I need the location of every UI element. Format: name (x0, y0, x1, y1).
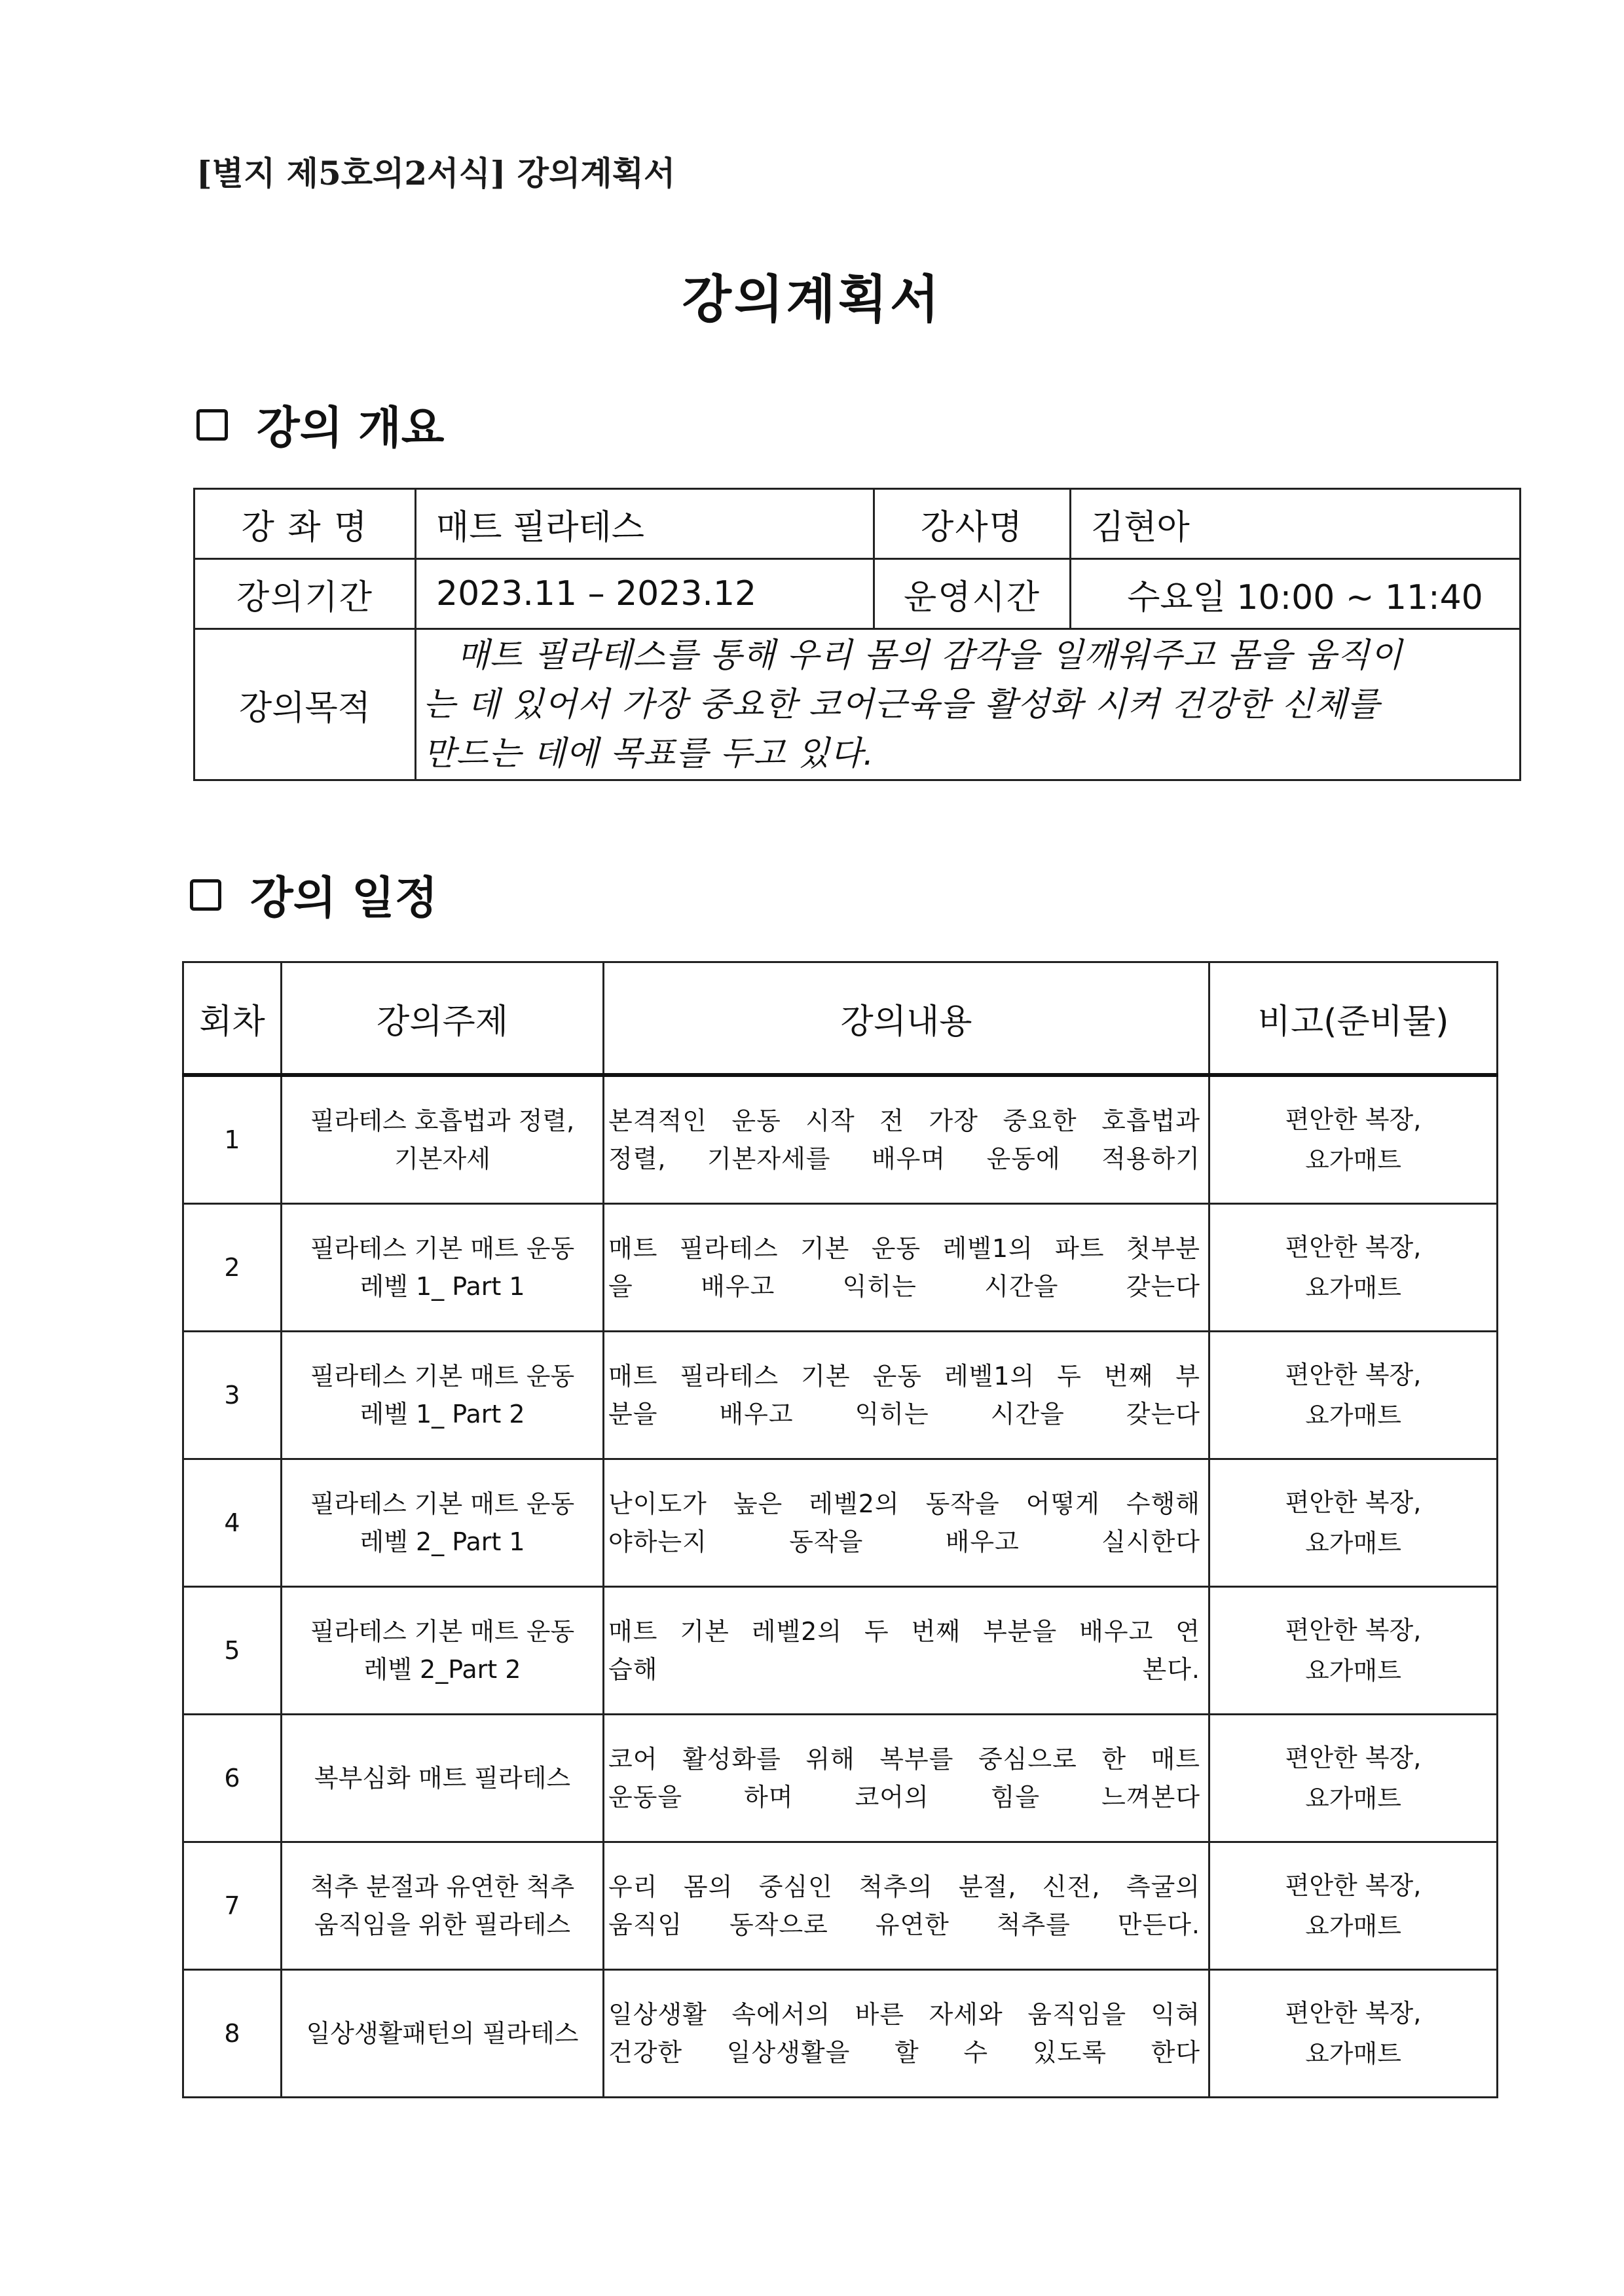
topic-line: 필라테스 기본 매트 운동 (310, 1362, 575, 1391)
form-label: [별지 제5호의2서식] 강의계획서 (196, 154, 676, 192)
note-line: 편안한 복장, (1285, 1360, 1422, 1389)
overview-row-period (194, 559, 1521, 629)
schedule-table (182, 961, 1498, 2098)
note-line: 편안한 복장, (1285, 1105, 1422, 1134)
topic-line: 척추 분절과 유연한 척추 (310, 1872, 575, 1901)
table-row (183, 1715, 1498, 1842)
note-line: 편안한 복장, (1285, 1871, 1422, 1900)
topic-line: 레벨 1_ Part 1 (360, 1272, 525, 1301)
course-name-value: 매트 필라테스 (416, 489, 874, 559)
topic-line: 일상생활패턴의 필라테스 (306, 2019, 579, 2048)
overview-row-purpose (194, 629, 1521, 780)
note-line: 요가매트 (1305, 1146, 1401, 1175)
document-title: 강의계획서 (682, 270, 942, 329)
session-note (1209, 1587, 1498, 1715)
content-line: 매트 필라테스 기본 운동 레벨1의 파트 첫부분 (608, 1234, 1200, 1263)
session-note (1209, 1204, 1498, 1332)
schedule-heading (190, 863, 437, 926)
topic-line: 필라테스 기본 매트 운동 (310, 1234, 575, 1263)
session-content (604, 1204, 1209, 1332)
session-number: 3 (183, 1332, 282, 1459)
course-name-label: 강 좌 명 (194, 489, 416, 559)
topic-line: 필라테스 기본 매트 운동 (310, 1489, 575, 1518)
table-row (183, 1970, 1498, 2098)
topic-line: 필라테스 기본 매트 운동 (310, 1617, 575, 1646)
session-note (1209, 1332, 1498, 1459)
session-content (604, 1332, 1209, 1459)
session-number: 1 (183, 1075, 282, 1204)
session-note (1209, 1075, 1498, 1204)
session-content (604, 1459, 1209, 1587)
table-row (183, 1842, 1498, 1970)
header-topic: 강의주제 (282, 962, 604, 1076)
header-session: 회차 (183, 962, 282, 1076)
instructor-label: 강사명 (874, 489, 1071, 559)
content-line: 우리 몸의 중심인 척추의 분절, 신전, 측굴의 (608, 1872, 1200, 1901)
purpose-text (416, 629, 1521, 780)
topic-line: 레벨 2_ Part 1 (360, 1527, 525, 1556)
content-line: 정렬, 기본자세를 배우며 운동에 적용하기 (608, 1144, 1200, 1173)
overview-row-course (194, 489, 1521, 559)
purpose-line: 는 데 있어서 가장 중요한 코어근육을 활성화 시켜 건강한 신체를 (423, 685, 1380, 724)
session-content (604, 1715, 1209, 1842)
session-number: 5 (183, 1587, 282, 1715)
topic-line: 움직임을 위한 필라테스 (314, 1910, 571, 1939)
session-number: 7 (183, 1842, 282, 1970)
content-line: 분을 배우고 익히는 시간을 갖는다 (608, 1400, 1200, 1429)
content-line: 을 배우고 익히는 시간을 갖는다 (608, 1272, 1200, 1301)
session-content (604, 1842, 1209, 1970)
topic-line: 복부심화 매트 필라테스 (314, 1764, 571, 1793)
table-row (183, 1459, 1498, 1587)
topic-line: 레벨 2_Part 2 (363, 1655, 521, 1684)
topic-line: 필라테스 호흡법과 정렬, (310, 1106, 575, 1135)
schedule-header-row (183, 962, 1498, 1076)
session-topic (282, 1204, 604, 1332)
note-line: 요가매트 (1305, 1912, 1401, 1941)
topic-line: 레벨 1_ Part 2 (360, 1400, 525, 1429)
table-row (183, 1075, 1498, 1204)
purpose-line: 만드는 데에 목표를 두고 있다. (423, 734, 875, 773)
topic-line: 기본자세 (394, 1144, 490, 1173)
note-line: 요가매트 (1305, 1784, 1401, 1813)
content-line: 움직임 동작으로 유연한 척추를 만든다. (608, 1910, 1200, 1939)
table-row (183, 1332, 1498, 1459)
session-topic (282, 1970, 604, 2098)
checkbox-square-icon (190, 879, 221, 911)
note-line: 편안한 복장, (1285, 1233, 1422, 1262)
session-note (1209, 1715, 1498, 1842)
session-topic (282, 1587, 604, 1715)
overview-heading (196, 393, 444, 456)
note-line: 요가매트 (1305, 2039, 1401, 2068)
content-line: 습해 본다. (608, 1655, 1200, 1684)
period-label: 강의기간 (194, 559, 416, 629)
session-topic (282, 1075, 604, 1204)
session-content (604, 1970, 1209, 2098)
note-line: 요가매트 (1305, 1273, 1401, 1302)
content-line: 건강한 일상생활을 할 수 있도록 한다 (608, 2038, 1200, 2067)
note-line: 편안한 복장, (1285, 1999, 1422, 2028)
period-value: 2023.11 – 2023.12 (416, 559, 874, 629)
purpose-line: 매트 필라테스를 통해 우리 몸의 감각을 일깨워주고 몸을 움직이 (423, 636, 1403, 675)
session-number: 8 (183, 1970, 282, 2098)
hours-label: 운영시간 (874, 559, 1071, 629)
session-number: 4 (183, 1459, 282, 1587)
note-line: 요가매트 (1305, 1401, 1401, 1430)
content-line: 일상생활 속에서의 바른 자세와 움직임을 익혀 (608, 2000, 1200, 2029)
session-content (604, 1587, 1209, 1715)
session-number: 6 (183, 1715, 282, 1842)
note-line: 편안한 복장, (1285, 1743, 1422, 1772)
session-note (1209, 1842, 1498, 1970)
session-topic (282, 1332, 604, 1459)
note-line: 요가매트 (1305, 1529, 1401, 1558)
session-number: 2 (183, 1204, 282, 1332)
note-line: 요가매트 (1305, 1656, 1401, 1685)
overview-table (193, 488, 1521, 781)
content-line: 야하는지 동작을 배우고 실시한다 (608, 1527, 1200, 1556)
table-row (183, 1587, 1498, 1715)
session-content (604, 1075, 1209, 1204)
session-note (1209, 1459, 1498, 1587)
content-line: 본격적인 운동 시작 전 가장 중요한 호흡법과 (608, 1106, 1200, 1135)
content-line: 운동을 하며 코어의 힘을 느껴본다 (608, 1783, 1200, 1812)
table-row (183, 1204, 1498, 1332)
purpose-label: 강의목적 (194, 629, 416, 780)
hours-value: 수요일 10:00 ~ 11:40 (1071, 559, 1521, 629)
header-note: 비고(준비물) (1209, 962, 1498, 1076)
note-line: 편안한 복장, (1285, 1488, 1422, 1517)
instructor-value: 김현아 (1071, 489, 1521, 559)
session-topic (282, 1842, 604, 1970)
content-line: 난이도가 높은 레벨2의 동작을 어떻게 수행해 (608, 1489, 1200, 1518)
note-line: 편안한 복장, (1285, 1616, 1422, 1645)
header-content: 강의내용 (604, 962, 1209, 1076)
content-line: 매트 필라테스 기본 운동 레벨1의 두 번째 부 (608, 1362, 1200, 1391)
session-topic (282, 1715, 604, 1842)
content-line: 매트 기본 레벨2의 두 번째 부분을 배우고 연 (608, 1617, 1200, 1646)
session-note (1209, 1970, 1498, 2098)
content-line: 코어 활성화를 위해 복부를 중심으로 한 매트 (608, 1745, 1200, 1774)
schedule-heading-text: 강의 일정 (250, 872, 438, 924)
session-topic (282, 1459, 604, 1587)
checkbox-square-icon (196, 409, 228, 441)
overview-heading-text: 강의 개요 (257, 402, 445, 454)
